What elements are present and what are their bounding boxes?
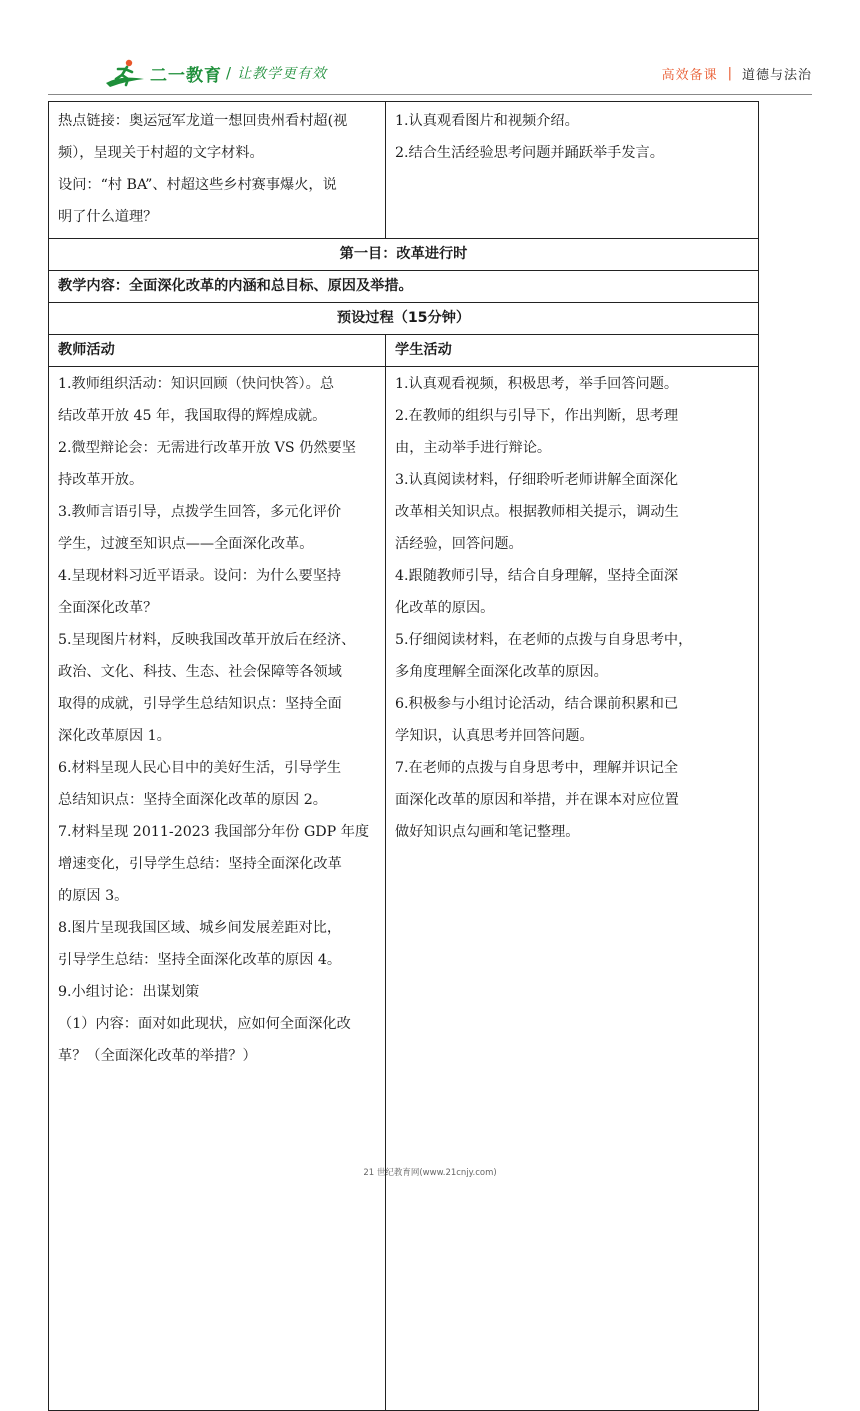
activity-line: 持改革开放。 [58, 472, 144, 488]
intro-teacher-cell [49, 102, 386, 239]
activity-line: 结改革开放 45 年，我国取得的辉煌成就。 [58, 408, 327, 424]
teaching-content-row [49, 271, 759, 303]
activity-line: 做好知识点勾画和笔记整理。 [395, 824, 580, 840]
activity-line: 面深化改革的原因和举措，并在课本对应位置 [395, 792, 679, 808]
student-column-header: 学生活动 [386, 335, 759, 367]
activity-line: 全面深化改革？ [58, 600, 158, 616]
process-title: 预设过程（15分钟） [49, 303, 759, 335]
activity-line: 学知识，认真思考并回答问题。 [395, 728, 594, 744]
activity-line: 5.仔细阅读材料，在老师的点拨与自身思考中， [395, 632, 693, 648]
activity-line: 6.材料呈现人民心目中的美好生活，引导学生 [58, 760, 342, 776]
activity-line: 4.跟随教师引导，结合自身理解，坚持全面深 [395, 568, 679, 584]
teacher-activities-cell [49, 367, 386, 1411]
page-footer: 21 世纪教育网(www.21cnjy.com) [363, 1168, 497, 1178]
header-divider [48, 94, 812, 95]
activity-line: 活经验，回答问题。 [395, 536, 523, 552]
column-header-row [49, 335, 759, 367]
activity-line: 取得的成就，引导学生总结知识点：坚持全面 [58, 696, 342, 712]
activity-line: 5.呈现图片材料，反映我国改革开放后在经济、 [58, 632, 356, 648]
brand-name: 二一教育 [150, 65, 222, 86]
section-title: 第一目：改革进行时 [49, 239, 759, 271]
student-activities-cell [386, 367, 759, 1411]
text-line: 热点链接：奥运冠军龙道一想回贵州看村超(视 [58, 113, 348, 129]
activity-line: 多角度理解全面深化改革的原因。 [395, 664, 608, 680]
activity-line: 4.呈现材料习近平语录。设问：为什么要坚持 [58, 568, 342, 584]
activity-line: 的原因 3。 [58, 888, 129, 904]
activity-line: 2.微型辩论会：无需进行改革开放 VS 仍然要坚 [58, 440, 356, 456]
activity-line: 9.小组讨论：出谋划策 [58, 984, 200, 1000]
activity-line: 1.教师组织活动：知识回顾（快问快答）。总 [58, 376, 335, 392]
activity-line: 学生，过渡至知识点——全面深化改革。 [58, 536, 314, 552]
activity-line: 7.在老师的点拨与自身思考中，理解并识记全 [395, 760, 679, 776]
activity-line: 1.认真观看视频，积极思考，举手回答问题。 [395, 376, 679, 392]
text-line: 2.结合生活经验思考问题并踊跃举手发言。 [395, 145, 664, 161]
activity-line: 总结知识点：坚持全面深化改革的原因 2。 [58, 792, 327, 808]
running-man-icon [104, 57, 148, 89]
activity-line: 2.在教师的组织与引导下，作出判断，思考理 [395, 408, 679, 424]
activity-line: 化改革的原因。 [395, 600, 495, 616]
activity-line: 3.认真阅读材料，仔细聆听老师讲解全面深化 [395, 472, 679, 488]
activity-line: 6.积极参与小组讨论活动，结合课前积累和已 [395, 696, 679, 712]
activity-line: 革？（全面深化改革的举措？） [58, 1048, 257, 1064]
header-right [662, 64, 812, 83]
lesson-table [48, 101, 759, 1411]
brand-logo: 二一教育 / 让教学更有效 [104, 56, 327, 90]
header-separator: | [727, 66, 732, 81]
activity-line: 引导学生总结：坚持全面深化改革的原因 4。 [58, 952, 342, 968]
activity-line: 3.教师言语引导，点拨学生回答，多元化评价 [58, 504, 342, 520]
teaching-content: 教学内容：全面深化改革的内涵和总目标、原因及举措。 [49, 271, 759, 303]
text-line: 1.认真观看图片和视频介绍。 [395, 113, 579, 129]
activity-line: 7.材料呈现 2011-2023 我国部分年份 GDP 年度 [58, 824, 370, 840]
text-line: 明了什么道理？ [58, 209, 158, 225]
course-tag: 高效备课 [661, 68, 718, 83]
brand-slogan: 让教学更有效 [237, 66, 328, 82]
activity-line: 政治、文化、科技、生态、社会保障等各领域 [58, 664, 342, 680]
text-line: 频），呈现关于村超的文字材料。 [58, 145, 264, 161]
page-header [48, 56, 812, 92]
text-line: 设问：“村 BA”、村超这些乡村赛事爆火，说 [58, 177, 337, 193]
section-title-row [49, 239, 759, 271]
activity-line: 深化改革原因 1。 [58, 728, 171, 744]
intro-student-cell [386, 102, 759, 239]
subject-label: 道德与法治 [741, 68, 812, 83]
activity-line: 8.图片呈现我国区域、城乡间发展差距对比， [58, 920, 342, 936]
activities-row [49, 367, 759, 1411]
process-title-row [49, 303, 759, 335]
teacher-column-header: 教师活动 [49, 335, 386, 367]
activity-line: 由，主动举手进行辩论。 [395, 440, 552, 456]
activity-line: 改革相关知识点。根据教师相关提示，调动生 [395, 504, 679, 520]
activity-line: 增速变化，引导学生总结：坚持全面深化改革 [58, 856, 342, 872]
intro-row [49, 102, 759, 239]
activity-line: （1）内容：面对如此现状，应如何全面深化改 [58, 1016, 351, 1032]
